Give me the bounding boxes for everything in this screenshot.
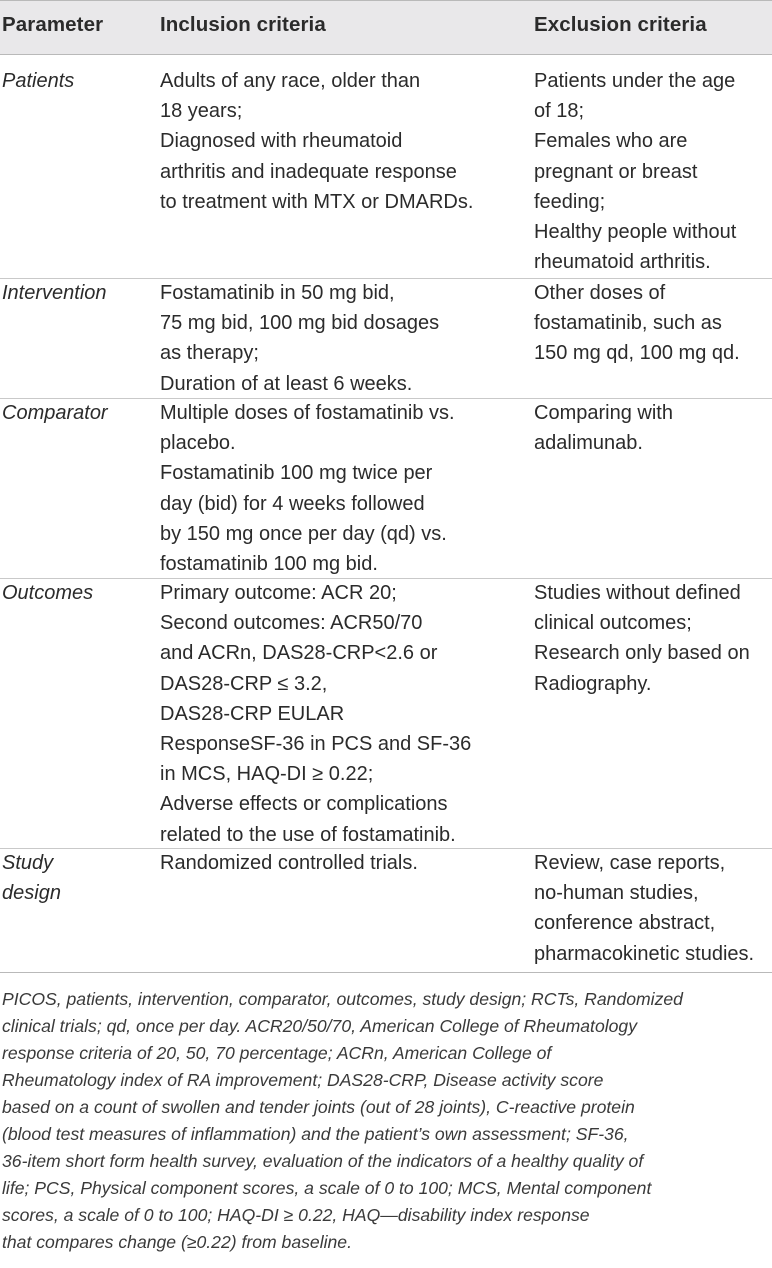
table-footnote: PICOS, patients, intervention, comparator, outcomes, study design; RCTs, Randomized clinical trials; qd, once per day. ACR20/50/70, American College of Rheumatology response criteria of 20, 50, 70 percentage; ACRn, American College of Rheumatology index of RA improvement; DAS28-CRP, Disease activity score based on a count of swollen and tender joints (out of 28 joints), C-reactive protein (blood test measures of inflammation) and the patient’s own assessment; SF-36, 36-item short form health survey, evaluation of the indicators of a healthy quality of life; PCS, Physical component scores, a scale of 0 to 100; MCS, Mental component scores, a scale of 0 to 100; HAQ-DI ≥ 0.22, HAQ—disability index response that compares change (≥0.22) from baseline. bbox=[2, 989, 683, 1252]
table-header-row bbox=[0, 0, 772, 55]
header-inclusion-criteria: Inclusion criteria bbox=[160, 13, 326, 36]
cell-parameter: Patients bbox=[2, 70, 75, 92]
header-exclusion-criteria: Exclusion criteria bbox=[534, 13, 707, 36]
cell-parameter: Comparator bbox=[2, 402, 108, 424]
cell-parameter: Study design bbox=[2, 852, 61, 905]
table-bottom-rule bbox=[0, 972, 772, 973]
cell-inclusion: Primary outcome: ACR 20; Second outcomes: ACR50/70 and ACRn, DAS28-CRP<2.6 or DAS28-CRP ≤ 3.2, DAS28-CRP EULAR ResponseSF-36 in PCS and SF-36 in MCS, HAQ-DI ≥ 0.22; Adverse effects or complications related to the use of fostamatinib. bbox=[160, 582, 472, 846]
cell-inclusion: Randomized controlled trials. bbox=[160, 852, 418, 874]
cell-exclusion: Review, case reports, no-human studies, conference abstract, pharmacokinetic studies. bbox=[534, 852, 755, 965]
cell-exclusion: Studies without defined clinical outcomes; Research only based on Radiography. bbox=[534, 582, 750, 695]
cell-inclusion: Fostamatinib in 50 mg bid, 75 mg bid, 100 mg bid dosages as therapy; Duration of at least 6 weeks. bbox=[160, 282, 440, 395]
cell-exclusion: Comparing with adalimunab. bbox=[534, 402, 673, 455]
cell-inclusion: Adults of any race, older than 18 years; Diagnosed with rheumatoid arthritis and inadequate response to treatment with MTX or DMARDs. bbox=[160, 70, 474, 213]
cell-inclusion: Multiple doses of fostamatinib vs. placebo. Fostamatinib 100 mg twice per day (bid) for 4 weeks followed by 150 mg once per day (qd) vs. fostamatinib 100 mg bid. bbox=[160, 402, 455, 576]
cell-exclusion: Other doses of fostamatinib, such as 150 mg qd, 100 mg qd. bbox=[534, 282, 740, 365]
cell-parameter: Outcomes bbox=[2, 582, 94, 604]
cell-parameter: Intervention bbox=[2, 282, 107, 304]
header-parameter: Parameter bbox=[2, 13, 104, 36]
cell-exclusion: Patients under the age of 18; Females who are pregnant or breast feeding; Healthy people without rheumatoid arthritis. bbox=[534, 70, 737, 274]
